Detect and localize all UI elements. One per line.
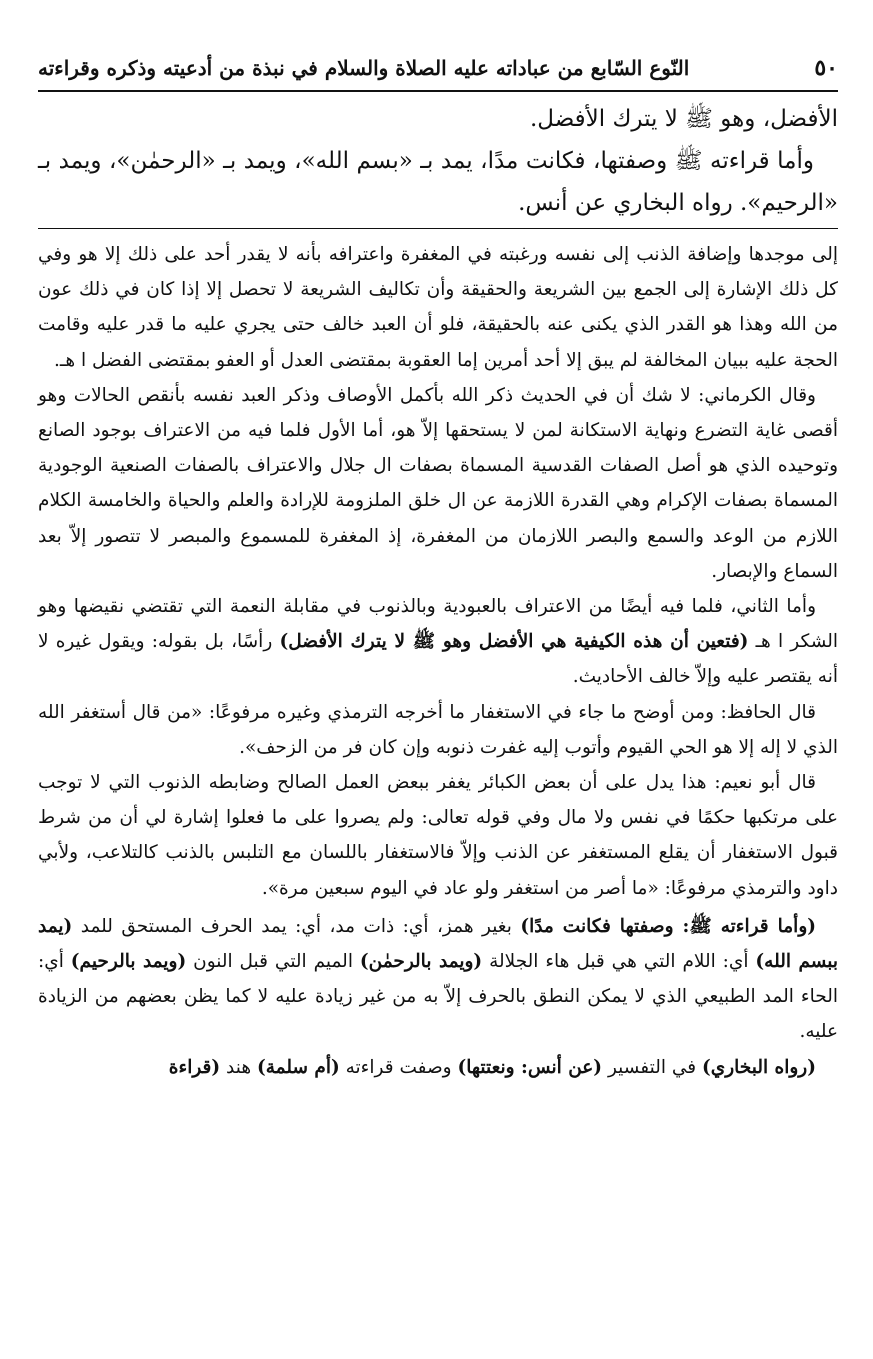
commentary-text: الميم التي قبل النون bbox=[186, 951, 360, 973]
quoted-matn: (رواه البخاري) bbox=[702, 1056, 816, 1078]
quoted-matn: (فتعين أن هذه الكيفية هي الأفضل وهو ﷺ لا يترك الأفضل) bbox=[279, 631, 749, 653]
quoted-matn: (وأما قراءته ﷺ: وصفتها فكانت مدًا) bbox=[520, 915, 817, 937]
main-text-line: الأفضل، وهو ﷺ لا يترك الأفضل. bbox=[529, 106, 838, 132]
quoted-matn: (أم سلمة) bbox=[256, 1056, 340, 1078]
quoted-matn: (ويمد بالرحمٰن) bbox=[359, 951, 483, 973]
quoted-matn: (يمد ببسم الله) bbox=[38, 915, 839, 973]
commentary-text: وصفت قراءته bbox=[339, 1056, 458, 1078]
quoted-matn: (عن أنس: ونعتتها) bbox=[457, 1056, 603, 1078]
commentary-text: بغير همز، أي: ذات مد، أي: يمد الحرف المستحق للمد bbox=[72, 915, 521, 937]
page bbox=[38, 48, 838, 1085]
commentary-paragraph: قال الحافظ: ومن أوضح ما جاء في الاستغفار ما أخرجه الترمذي وغيره مرفوعًا: «من قال أستغفر الله الذي لا إله إلا هو الحي القيوم وأتوب إليه غفرت ذنوبه وإن كان فر من الزحف». bbox=[38, 701, 838, 758]
commentary-paragraph bbox=[38, 1050, 838, 1085]
commentary-text: رأسًا، بل بقوله: ويقول غيره لا أنه يقتصر عليه وإلاّ خالف الأحاديث. bbox=[38, 631, 838, 688]
commentary-divider bbox=[38, 228, 838, 229]
commentary-text: أي: اللام التي هي قبل هاء الجلالة bbox=[482, 951, 756, 973]
main-text-paragraph: وأما قراءته ﷺ وصفتها، فكانت مدًا، يمد بـ «بسم الله»، ويمد بـ «الرحمٰن»، ويمد بـ «الرحيم». رواه البخاري عن أنس. bbox=[38, 148, 838, 216]
main-text bbox=[38, 98, 838, 224]
commentary-paragraph: قال أبو نعيم: هذا يدل على أن بعض الكبائر يغفر ببعض العمل الصالح وضابطه الذنوب التي لا توجب على مرتكبها حكمًا في نفس ولا مال وفي قوله تعالى: ولم يصروا على ما فعلوا إشارة لي أن من شرط قبول الاستغفار أن يقلع المستغفر عن الذنب وإلاّ فالاستغفار باللسان مع التلبس بالذنب كالتلاعب، ولأبي داود والترمذي مرفوعًا: «ما أصر من استغفر ولو عاد في اليوم سبعين مرة». bbox=[38, 772, 838, 899]
commentary bbox=[38, 237, 838, 1085]
chapter-title: النّوع السّابع من عباداته عليه الصلاة والسلام في نبذة من أدعيته وذكره وقراءته bbox=[38, 56, 690, 80]
running-header bbox=[38, 48, 838, 92]
commentary-text: هند bbox=[220, 1056, 257, 1078]
commentary-paragraph bbox=[38, 589, 838, 695]
commentary-paragraph bbox=[38, 909, 838, 1050]
commentary-text: وأما الثاني، فلما فيه أيضًا من الاعتراف بالعبودية وبالذنوب في مقابلة النعمة التي تقتضي نقيضها وهو الشكر ا هـ bbox=[38, 596, 838, 653]
commentary-paragraph: إلى موجدها وإضافة الذنب إلى نفسه ورغبته في المغفرة واعترافه بأنه لا يقدر أحد على ذلك إلا هو وفي كل ذلك الإشارة إلى الجمع بين الشريعة والحقيقة وأن تكاليف الشريعة لا تحصل إلا إذا كان في ذلك عون من الله وهذا هو القدر الذي يكنى عنه بالحقيقة، فلو أن العبد خالف حتى يجري عليه ما قدر عليه وقامت الحجة عليه ببيان المخالفة لم يبق إلا أحد أمرين إما العقوبة بمقتضى العدل أو العفو بمقتضى الفضل ا هـ. bbox=[38, 244, 838, 371]
commentary-text: أي: الحاء المد الطبيعي الذي لا يمكن النطق بالحرف إلاّ به من غير زيادة عليه لا كما يظن بعضهم من الزيادة عليه. bbox=[38, 951, 838, 1043]
quoted-matn: (ويمد بالرحيم) bbox=[70, 951, 187, 973]
commentary-paragraph: وقال الكرماني: لا شك أن في الحديث ذكر الله بأكمل الأوصاف وذكر العبد نفسه بأنقص الحالات وهو أقصى غاية التضرع ونهاية الاستكانة لمن لا يستحقها إلاّ هو، أما الأول فلما فيه من الاعتراف بوجود الصانع وتوحيده الذي هو أصل الصفات القدسية المسماة بصفات ال جلال والاعتراف بالصفات الصنعية الوجودية المسماة بصفات الإكرام وهي القدرة اللازمة عن ال خلق الملزومة للإرادة والعلم والحياة والخامسة الكلام اللازم من الوعد والسمع والبصر اللازمان من المغفرة، إذ المغفرة للمسموع والمبصر لا تتصور إلاّ بعد السماع والإبصار. bbox=[38, 384, 838, 582]
quoted-matn: (قراءة bbox=[168, 1056, 221, 1078]
commentary-text: في التفسير bbox=[602, 1056, 702, 1078]
page-number: ٥٠ bbox=[814, 55, 838, 81]
